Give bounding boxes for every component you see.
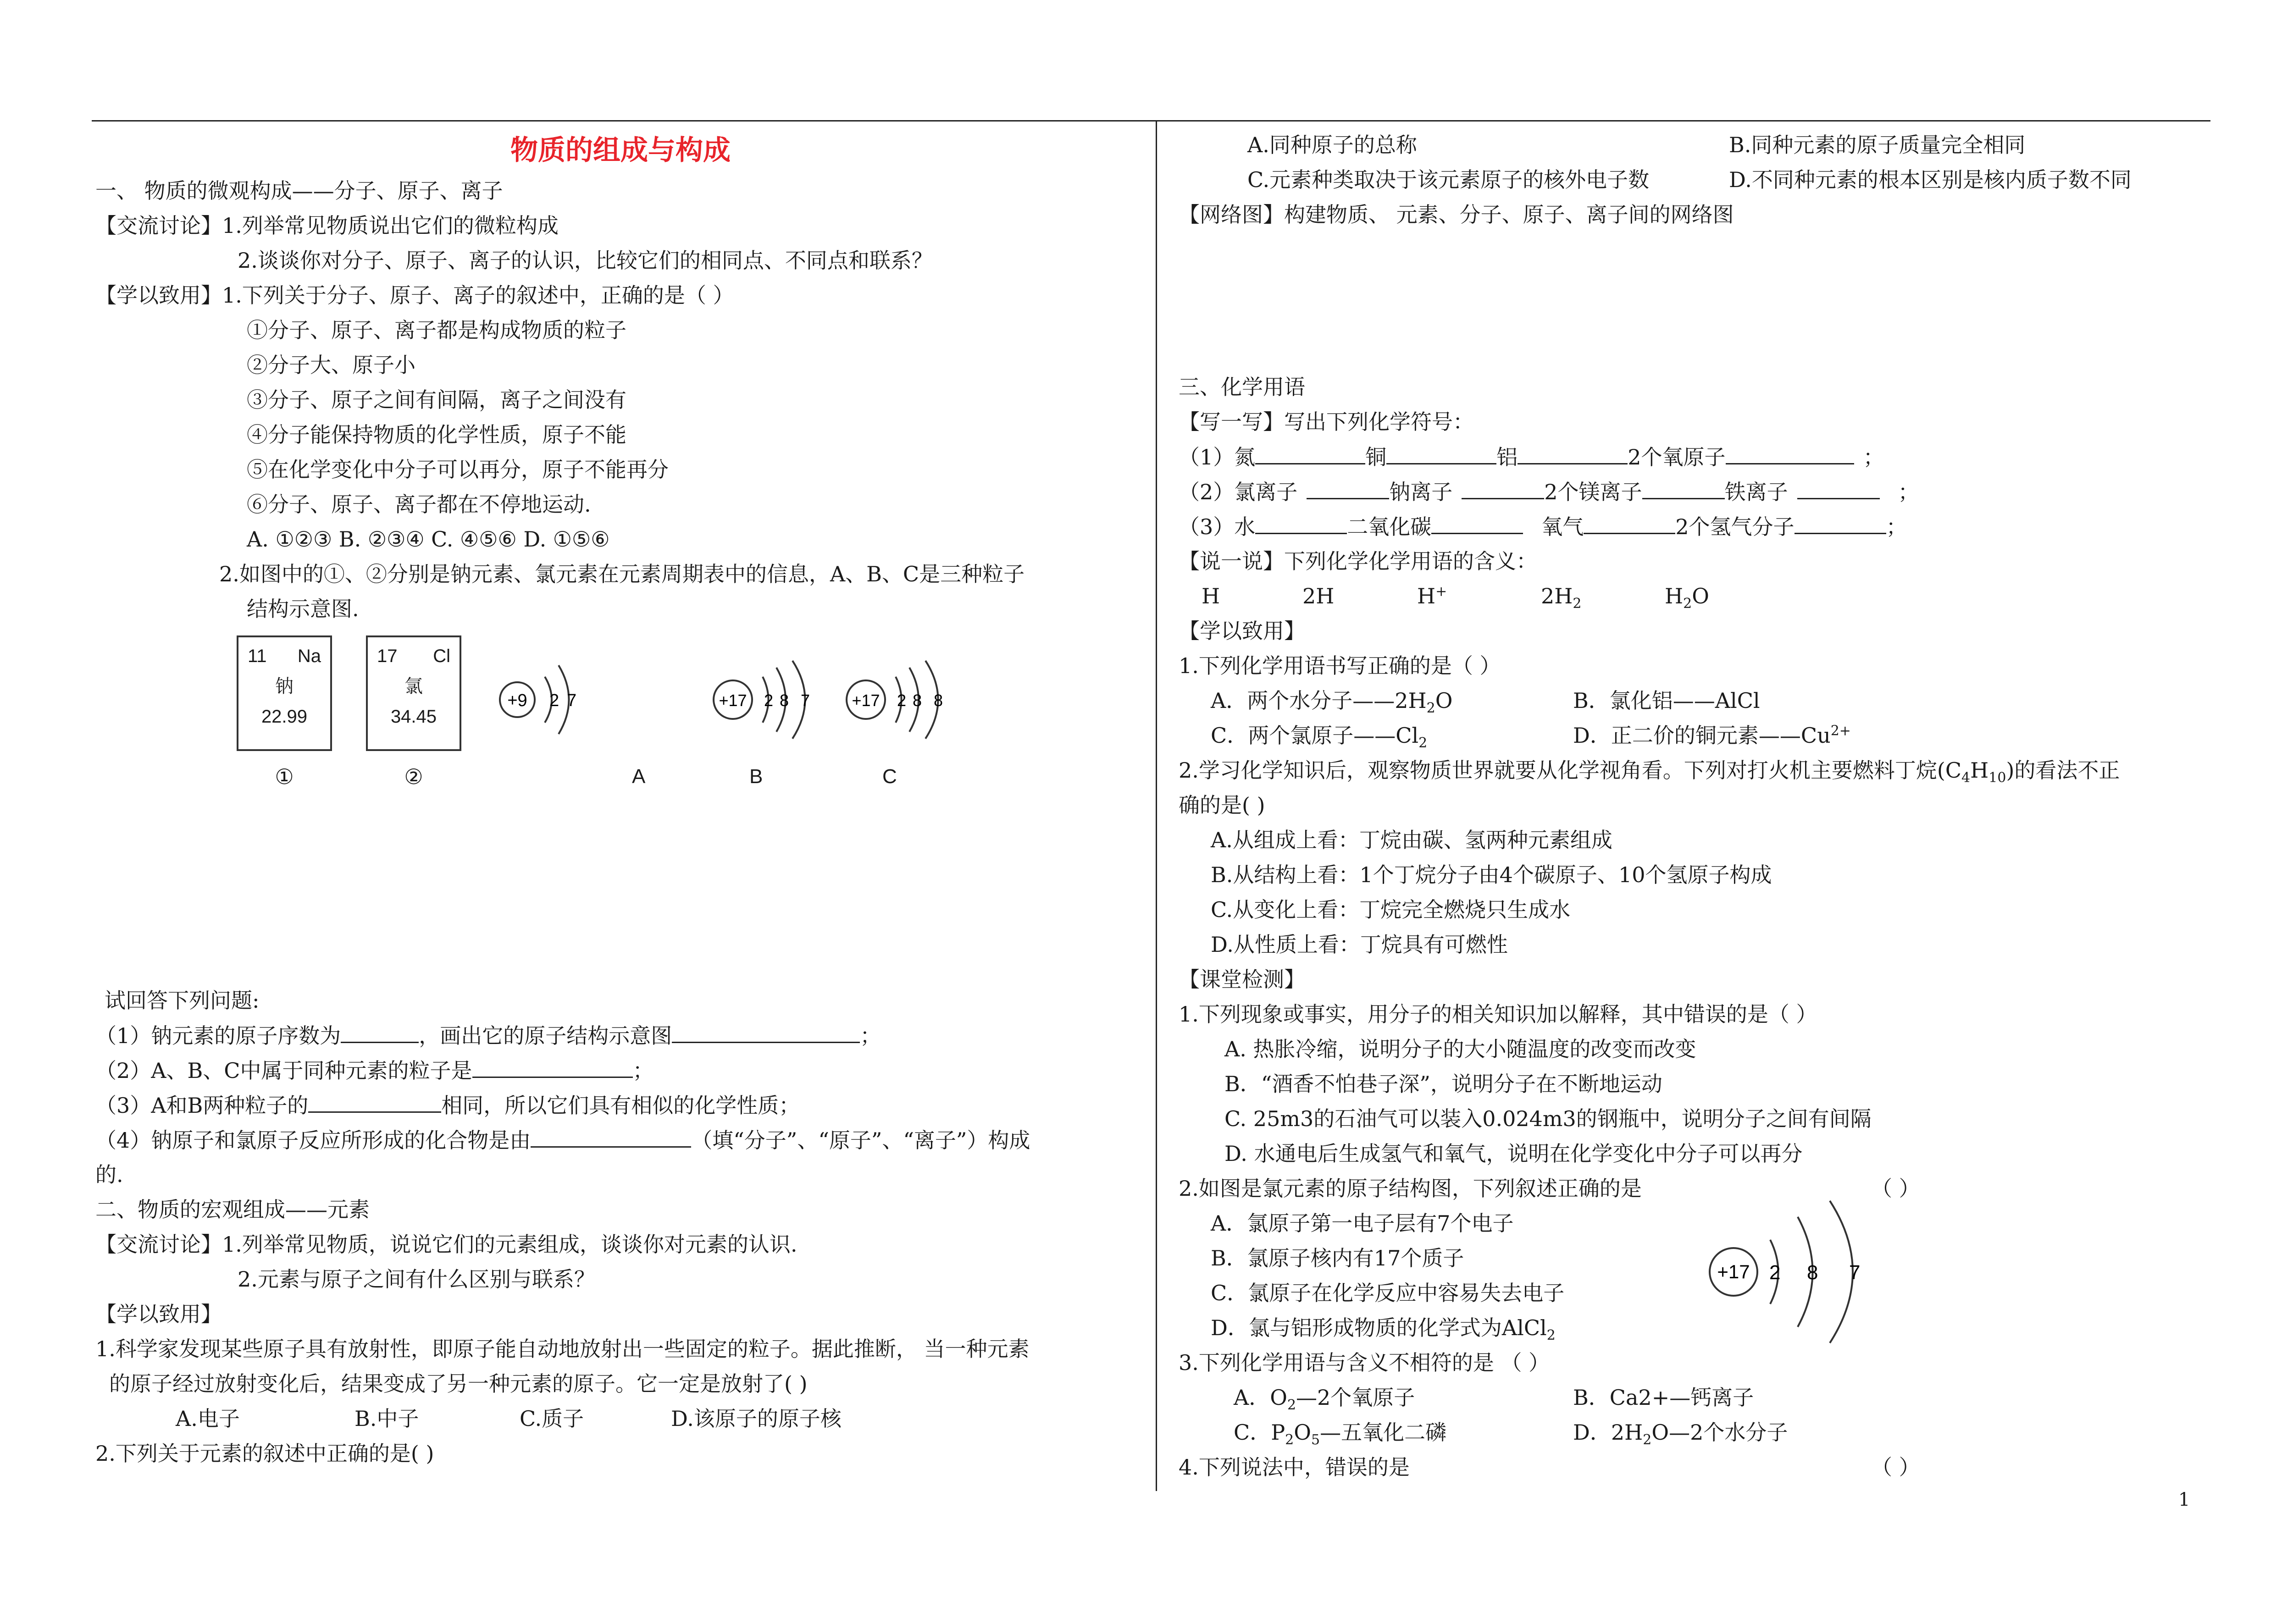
answer-blank[interactable] — [1386, 439, 1496, 464]
q-sub: 4 — [1961, 770, 1971, 786]
check-q2-option: B．氯原子核内有17个质子 — [1211, 1246, 1464, 1270]
blank-workspace — [95, 801, 1146, 983]
option-text: —2个氧原子 — [1296, 1385, 1415, 1410]
option-sup: 2+ — [1830, 723, 1851, 739]
option-d — [1573, 1420, 1788, 1448]
check-q4 — [1179, 1450, 2206, 1485]
check-heading: 【课堂检测】 — [1179, 967, 1305, 992]
option-a: A.电子 — [176, 1406, 240, 1431]
column-divider — [1156, 120, 1157, 1491]
say-items — [1179, 579, 2206, 613]
check-q1-option: C. 25m3的石油气可以装入0.024m3的钢瓶中，说明分子之间有间隔 — [1224, 1106, 1872, 1131]
option-text: D．2H — [1573, 1420, 1643, 1445]
write-heading: 【写一写】写出下列化学符号： — [1179, 409, 1474, 434]
q-text: 2.学习化学知识后，观察物质世界就要从化学视角看。下列对打火机主要燃料丁烷(C — [1179, 758, 1962, 783]
chem-q2-option: D.从性质上看：丁烷具有可燃性 — [1211, 932, 1508, 957]
answer-blank[interactable] — [531, 1122, 691, 1148]
option-text: —五氧化二磷 — [1320, 1420, 1447, 1445]
answer-1 — [95, 1018, 1146, 1053]
option-b: B．Ca2+—钙离子 — [1573, 1385, 1754, 1410]
write-row-1 — [1179, 439, 2206, 474]
option-text: D．氯与铝形成物质的化学式为AlCl — [1211, 1315, 1547, 1340]
network-heading: 【网络图】构建物质、 元素、分子、原子、离子间的网络图 — [1179, 202, 1734, 227]
cl-shell-1: 2 — [1769, 1261, 1781, 1284]
option-sub: 2 — [1285, 1432, 1294, 1448]
atom-c-nucleus: +17 — [852, 691, 880, 710]
option-b: B.同种元素的原子质量完全相同 — [1729, 133, 2026, 157]
page-title: 物质的组成与构成 — [510, 134, 731, 166]
atom-a-shell-1: 2 — [549, 691, 559, 710]
atom-b-diagram — [710, 658, 834, 741]
q-text: 2.如图是氯元素的原子结构图，下列叙述正确的是 — [1179, 1176, 1642, 1201]
tile-caption: ② — [404, 764, 423, 789]
symbol-2h: 2H — [1302, 584, 1335, 608]
check-q2 — [1179, 1171, 2206, 1206]
option-c: C.元素种类取决于该元素原子的核外电子数 — [1247, 167, 1650, 192]
cl-mass: 34.45 — [390, 707, 437, 727]
write-end: ； — [1898, 480, 1919, 504]
q-text: 4.下列说法中，错误的是 — [1179, 1455, 1410, 1480]
atom-c-shell-3: 8 — [934, 691, 943, 710]
say-heading: 【说一说】下列化学化学用语的含义： — [1179, 549, 1537, 574]
write-end: ； — [1863, 445, 1884, 470]
option-b: B．氯化铝——AlCl — [1573, 688, 1760, 713]
symbol-h: H — [1202, 584, 1220, 608]
answer-blank[interactable] — [472, 1053, 633, 1078]
answer-blank[interactable] — [1584, 509, 1675, 534]
answer-blank[interactable] — [1462, 474, 1544, 499]
statement-item: ①分子、原子、离子都是构成物质的粒子 — [247, 318, 626, 342]
chem-q1-options-row2 — [1179, 718, 2206, 753]
answer-blank[interactable] — [1795, 509, 1886, 534]
atom-a-shell-2: 7 — [567, 691, 577, 710]
symbol-2h2 — [1541, 579, 1665, 613]
symbol-h2o — [1665, 584, 1709, 612]
tile-caption: ① — [275, 764, 294, 789]
answer-4-tail: 的. — [95, 1162, 123, 1187]
option-sub: 2 — [1426, 700, 1435, 717]
check-q1: 1.下列现象或事实，用分子的相关知识加以解释，其中错误的是（ ） — [1179, 1002, 1817, 1027]
option-text: C．P — [1234, 1420, 1285, 1445]
answer-4-start: （4）钠原子和氯原子反应所形成的化合物是由 — [95, 1128, 531, 1153]
q2-line2: 结构示意图. — [247, 597, 359, 621]
atom-c-shell-1: 2 — [897, 691, 907, 710]
chem-q2-option: B.从结构上看：1个丁烷分子由4个碳原子、10个氢原子构成 — [1211, 862, 1772, 887]
statement-item: ④分子能保持物质的化学性质，原子不能 — [247, 422, 626, 447]
option-sub: 2 — [1546, 1327, 1556, 1344]
option-a — [1234, 1380, 1573, 1415]
section-2-heading: 二、物质的宏观组成——元素 — [95, 1197, 370, 1222]
answer-blank[interactable] — [308, 1088, 441, 1113]
statement-item: ⑤在化学变化中分子可以再分，原子不能再分 — [247, 457, 669, 482]
option-text: A．O — [1234, 1385, 1287, 1410]
left-column — [95, 127, 1146, 1471]
apply-2-heading: 【学以致用】 — [95, 1302, 222, 1326]
write-label: 2个氧原子 — [1628, 445, 1726, 470]
atom-a-nucleus: +9 — [507, 691, 527, 710]
apply-3-heading: 【学以致用】 — [1179, 619, 1305, 643]
symbol-h-plus — [1417, 579, 1541, 613]
symbol-sub: 2 — [1573, 596, 1582, 612]
answer-4 — [95, 1122, 1146, 1157]
page-number: 1 — [2178, 1489, 2190, 1510]
write-end: ； — [1886, 514, 1907, 539]
check-q2-block — [1179, 1171, 2206, 1345]
atom-c-caption: C — [882, 765, 897, 788]
cl-nucleus: +17 — [1717, 1261, 1750, 1282]
option-b: B.中子 — [354, 1406, 419, 1431]
answer-2-start: （2）A、B、C中属于同种元素的粒子是 — [95, 1058, 472, 1083]
answer-4-end: （填“分子”、“原子”、“离子”）构成 — [691, 1128, 1030, 1153]
na-atomic-number: 11 — [248, 646, 267, 666]
check-q1-option: A. 热胀冷缩，说明分子的大小随温度的改变而改变 — [1224, 1037, 1696, 1061]
write-label: 氧气 — [1541, 514, 1584, 539]
chem-q1-options-row1 — [1179, 683, 2206, 718]
answer-blank[interactable] — [1307, 474, 1389, 499]
option-text: O — [1294, 1420, 1311, 1445]
chlorine-periodic-tile — [366, 635, 461, 751]
cl-shell-2: 8 — [1807, 1261, 1818, 1284]
cl-symbol: Cl — [433, 646, 450, 666]
symbol-text: H — [1665, 584, 1684, 608]
check-q3: 3.下列化学用语与含义不相符的是 （ ） — [1179, 1350, 1550, 1375]
write-label: 钠离子 — [1389, 480, 1453, 504]
write-label: 铁离子 — [1724, 480, 1788, 504]
atom-a-diagram — [494, 658, 595, 741]
discussion-1-q2: 2.谈谈你对分子、原子、离子的认识，比较它们的相同点、不同点和联系？ — [238, 248, 933, 273]
q-text: )的看法不正 — [2006, 758, 2120, 783]
na-mass: 22.99 — [261, 707, 308, 727]
exercise-2-options-row1 — [1179, 127, 2206, 162]
statement-item: ②分子大、原子小 — [247, 353, 415, 377]
symbol-sup: + — [1435, 583, 1447, 600]
chem-q2-option: A.从组成上看：丁烷由碳、氢两种元素组成 — [1211, 828, 1612, 852]
option-sub: 2 — [1287, 1397, 1296, 1414]
answer-3-end: 相同，所以它们具有相似的化学性质； — [441, 1093, 800, 1118]
write-label: （1）氮 — [1179, 445, 1256, 470]
atom-a-caption: A — [632, 765, 646, 788]
atom-b-shell-3: 7 — [801, 691, 810, 710]
chem-q2-line1 — [1179, 753, 2206, 788]
chem-q1: 1.下列化学用语书写正确的是（ ） — [1179, 653, 1501, 678]
option-text: O—2个水分子 — [1651, 1420, 1788, 1445]
q-paren: （ ） — [1871, 1455, 1920, 1480]
check-q1-option: B．“酒香不怕巷子深”，说明分子在不断地运动 — [1224, 1072, 1662, 1096]
write-label: （2）氯离子 — [1179, 480, 1298, 504]
check-q2-option: A．氯原子第一电子层有7个电子 — [1211, 1211, 1514, 1236]
atom-b-caption: B — [749, 765, 763, 788]
atom-c-diagram — [843, 658, 967, 741]
check-q2-option: C．氯原子在化学反应中容易失去电子 — [1211, 1281, 1565, 1305]
answer-blank[interactable] — [1726, 439, 1854, 464]
exercise-2: 2.下列关于元素的叙述中正确的是( ) — [95, 1441, 434, 1466]
write-row-3 — [1179, 509, 2206, 544]
q-text: H — [1970, 758, 1989, 783]
write-label: （3）水 — [1179, 514, 1256, 539]
apply-1-q1: 【学以致用】1.下列关于分子、原子、离子的叙述中，正确的是（ ） — [95, 283, 734, 308]
exercise-1-line1: 1.科学家发现某些原子具有放射性，即原子能自动地放射出一些固定的粒子。据此推断， 当一种元素 — [95, 1337, 1030, 1361]
q-paren: （ ） — [1871, 1176, 1920, 1201]
q2-line1: 2.如图中的①、②分别是钠元素、氯元素在元素周期表中的信息，A、B、C是三种粒子 — [219, 562, 1025, 586]
cl-shell-3: 7 — [1849, 1261, 1861, 1284]
answer-1-mid: ，画出它的原子结构示意图 — [419, 1023, 672, 1048]
answer-blank[interactable] — [1642, 474, 1725, 499]
answer-1-start: （1）钠元素的原子序数为 — [95, 1023, 341, 1048]
answer-blank[interactable] — [672, 1018, 860, 1043]
answer-3 — [95, 1088, 1146, 1122]
check-q3-options-row1 — [1179, 1380, 2206, 1415]
na-name: 钠 — [275, 676, 294, 696]
answer-blank[interactable] — [1255, 439, 1365, 464]
write-label: 二氧化碳 — [1347, 514, 1432, 539]
answer-blank[interactable] — [1797, 474, 1880, 499]
option-d — [1573, 723, 1851, 748]
statement-item: ③分子、原子之间有间隔，离子之间没有 — [247, 387, 626, 412]
check-q3-options-row2 — [1179, 1415, 2206, 1450]
element-and-atom-diagram — [95, 626, 1146, 801]
write-label: 2个镁离子 — [1544, 480, 1642, 504]
discussion-2-q2: 2.元素与原子之间有什么区别与联系？ — [238, 1267, 595, 1292]
top-rule — [92, 120, 2210, 122]
answer-blank[interactable] — [1255, 509, 1347, 534]
exercise-1-line2: 的原子经过放射变化后，结果变成了另一种元素的原子。它一定是放射了( ) — [109, 1371, 808, 1396]
q-sub: 10 — [1988, 770, 2006, 786]
cl-name: 氯 — [404, 676, 423, 696]
write-label: 铜 — [1365, 445, 1387, 470]
q1-options: A. ①②③ B. ②③④ C. ④⑤⑥ D. ①⑤⑥ — [247, 527, 610, 552]
option-text: A．两个水分子——2H — [1211, 688, 1427, 713]
option-c — [1234, 1415, 1573, 1450]
option-c: C.质子 — [520, 1406, 584, 1431]
discussion-1-q1: 【交流讨论】1.列举常见物质说出它们的微粒构成 — [95, 213, 559, 238]
section-1-heading: 一、 物质的微观构成——分子、原子、离子 — [95, 178, 503, 203]
answer-1-end: ； — [860, 1023, 881, 1048]
option-text: C．两个氯原子——Cl — [1211, 723, 1419, 748]
check-q2-option-d — [1179, 1310, 2206, 1345]
answer-blank[interactable] — [341, 1018, 419, 1043]
exercise-2-options-row2 — [1179, 162, 2206, 197]
write-label: 铝 — [1496, 445, 1518, 470]
answer-intro: 试回答下列问题: — [105, 988, 260, 1013]
chlorine-atom-diagram — [1706, 1199, 1899, 1350]
option-a: A.同种原子的总称 — [1247, 133, 1417, 157]
section-3-heading: 三、化学用语 — [1179, 375, 1305, 399]
sodium-periodic-tile — [237, 635, 332, 751]
answer-2-end: ； — [632, 1058, 654, 1083]
atom-b-shell-2: 8 — [780, 691, 789, 710]
option-d: D.不同种元素的根本区别是核内质子数不同 — [1729, 167, 2132, 192]
option-c — [1211, 718, 1573, 753]
symbol-text: 2H — [1541, 584, 1573, 608]
write-row-2 — [1179, 474, 2206, 509]
answer-3-start: （3）A和B两种粒子的 — [95, 1093, 309, 1118]
option-a — [1211, 683, 1573, 718]
symbol-text: H — [1417, 584, 1436, 608]
option-d: D.该原子的原子核 — [671, 1406, 842, 1431]
option-sub: 5 — [1311, 1432, 1320, 1448]
cl-atomic-number: 17 — [377, 646, 398, 666]
option-sub: 2 — [1418, 735, 1428, 751]
check-q1-option: D. 水通电后生成氢气和氧气，说明在化学变化中分子可以再分 — [1224, 1141, 1803, 1166]
statement-item: ⑥分子、原子、离子都在不停地运动. — [247, 492, 591, 517]
symbol-sub: 2 — [1683, 596, 1692, 612]
discussion-2-q1: 【交流讨论】1.列举常见物质，说说它们的元素组成，谈谈你对元素的认识. — [95, 1232, 798, 1257]
symbol-text: O — [1692, 584, 1709, 608]
exercise-1-options — [95, 1401, 1146, 1436]
answer-2 — [95, 1053, 1146, 1088]
answer-blank[interactable] — [1518, 439, 1628, 464]
atom-c-shell-2: 8 — [913, 691, 922, 710]
chem-q2-option: C.从变化上看：丁烷完全燃烧只生成水 — [1211, 897, 1571, 922]
option-text: D．正二价的铜元素——Cu — [1573, 723, 1831, 748]
write-label: 2个氢气分子 — [1675, 514, 1795, 539]
option-text: O — [1435, 688, 1453, 713]
chem-q2-line2: 确的是( ) — [1179, 793, 1265, 818]
na-symbol: Na — [297, 646, 321, 666]
right-column — [1179, 127, 2206, 1485]
option-sub: 2 — [1643, 1432, 1652, 1448]
network-blank-area — [1179, 232, 2206, 370]
atom-b-nucleus: +17 — [719, 691, 747, 710]
answer-blank[interactable] — [1431, 509, 1523, 534]
atom-b-shell-1: 2 — [764, 691, 774, 710]
